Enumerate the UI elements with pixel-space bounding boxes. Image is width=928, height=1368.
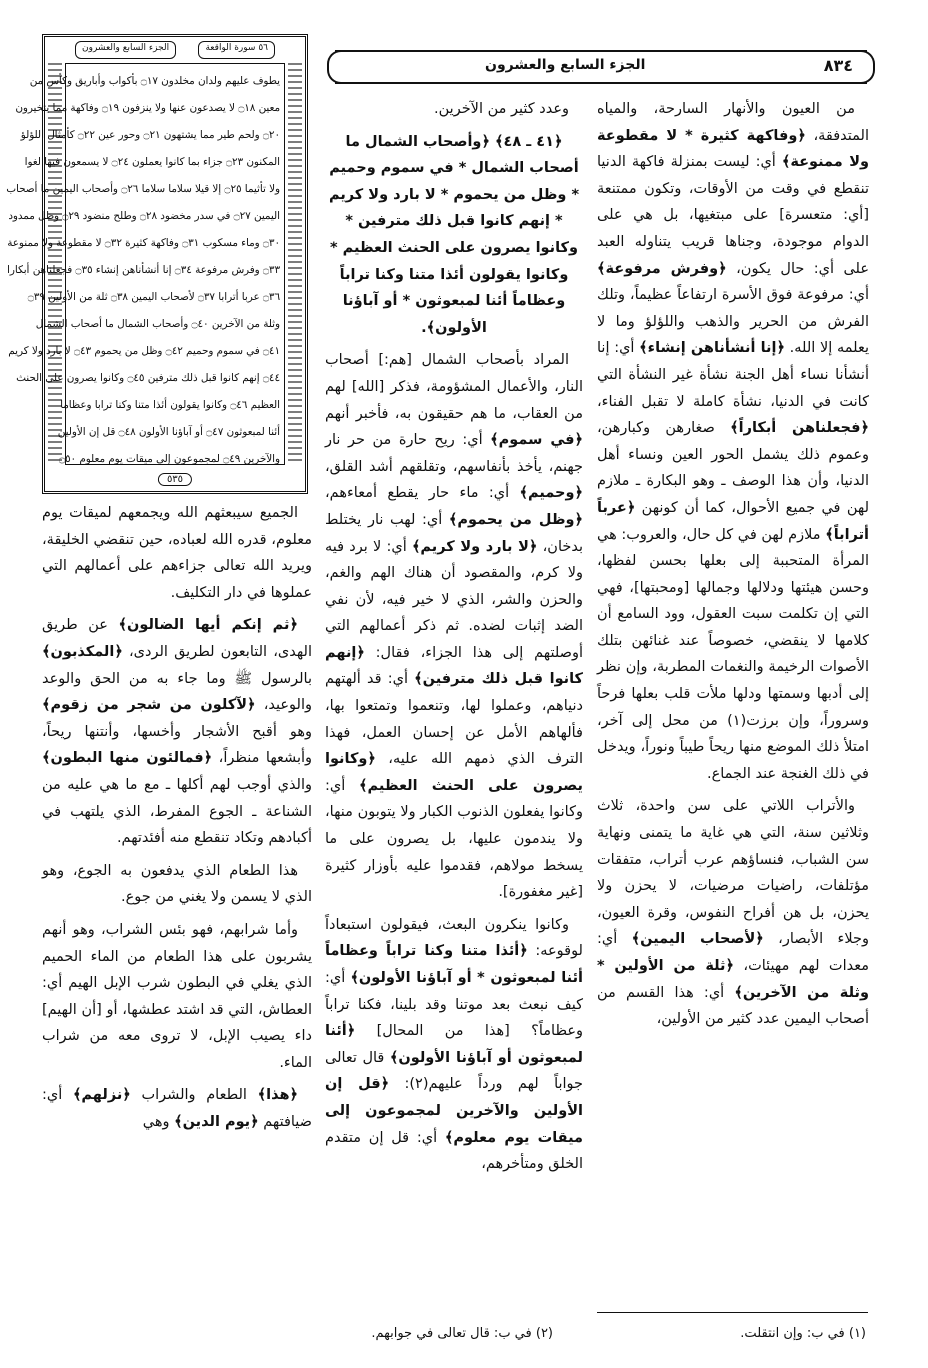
quran-quote: ﴿فجعلناهن أبكاراً﴾ — [730, 420, 869, 437]
paragraph — [42, 1082, 312, 1135]
paragraph — [325, 129, 583, 342]
commentary-text: قال تعالى جواباً لهم ورداً عليهم(٢): — [325, 1049, 584, 1093]
commentary-text: أي: ضيافتهم — [42, 1087, 312, 1131]
commentary-text: أي: قل إن متقدم الخلق ومتأخرهم، — [325, 1129, 583, 1173]
paragraph — [597, 793, 869, 1032]
commentary-text: الجميع سيبعثهم الله ويجمعهم لميقات يوم معلوم، قدره الله لعباده، حين تنقضي الخليقة، ويريد الله تعالى جزاءهم على أعمالهم التي عملوها في دار التكليف. — [42, 505, 312, 601]
quran-text-box — [6, 34, 308, 494]
quran-quote: ﴿نزلهم﴾ — [72, 1087, 131, 1104]
quran-quote: ﴿قل إن الأولين والآخرين لمجموعون إلى ميقات يوم معلوم﴾ — [325, 1076, 584, 1146]
quran-line: ۝٤١ في سموم وحميم ۝٤٢ وظل من يحموم ۝٤٣ لا بارد ولا كريم — [8, 345, 280, 357]
paragraph — [325, 96, 583, 123]
quran-quote: ﴿أئنا لمبعوثون أو آباؤنا الأولون﴾ — [325, 1023, 583, 1066]
quran-verses — [6, 63, 285, 465]
quran-quote: ﴿إنا أنشأناهن إنشاء﴾ — [639, 340, 785, 357]
paragraph — [42, 500, 312, 606]
commentary-text: أي: كيف نبعث بعد موتنا وقد بلينا، فكنا تراباً وعظاماً؟ [هذا من المحال] — [325, 970, 583, 1040]
commentary-text: أي: لا برد فيه ولا كرم، والمقصود أن هناك الهم والغم، والحزن والشر، الذي لا خير فيه، لأن نفي الضد إثبات لضده. ثم ذكر أعمالهم التي أوصلتهم إلى هذا الجزاء، فقال: — [325, 538, 583, 661]
commentary-text: أي: معدات لهم مهيئات، — [597, 931, 869, 974]
quran-quote: ﴿وكانوا يصرون على الحنث العظيم﴾ — [325, 751, 583, 794]
commentary-text: المراد بأصحاب الشمال [هم:] أصحاب النار، والأعمال المشؤومة، فذكر [الله] لهم من العقاب، ما هم حقيقون به، فأخبر أنهم — [325, 352, 583, 422]
mushaf-page-number: ٥٣٥ — [158, 473, 192, 486]
running-header — [335, 50, 867, 84]
commentary-text: أي: مرفوعة فوق الأسرة ارتفاعاً عظيماً، وتلك الفرش من الحرير والذهب واللؤلؤ وما لا يعلمه إلا الله. — [597, 287, 869, 357]
paragraph — [325, 912, 583, 1178]
quran-quote: ﴿فمالئون منها البطون﴾ — [42, 750, 213, 767]
commentary-text: والذي أوجب لهم أكلها ـ مع ما هي عليه من الشناعة ـ الجوع المفرط، الذي يلتهب في أكبادهم وتكاد تنقطع منه أفئدتهم. — [42, 776, 312, 847]
quran-quote: ﴿هذا﴾ — [257, 1087, 299, 1104]
quran-line: ۝٣٠ وماء مسكوب ۝٣١ وفاكهة كثيرة ۝٣٢ لا مقطوعة ولا ممنوعة — [7, 237, 280, 249]
quran-quote: ﴿في سموم﴾ — [490, 432, 583, 449]
quran-box-header — [75, 41, 275, 59]
commentary-text: هذا الطعام الذي يدفعون به الجوع، وهو الذي لا يسمن ولا يغني من جوع. — [42, 862, 312, 906]
commentary-text: أي: إنا أنشأنا نساء أهل الجنة نشأة غير النشأة التي كانت في الدنيا، نشأة كاملة لا تقبل الفناء، — [597, 340, 869, 410]
commentary-column-middle — [325, 96, 583, 1286]
quran-line: أئنا لمبعوثون ۝٤٧ أو آباؤنا الأولون ۝٤٨ قل إن الأولين — [57, 426, 280, 438]
quran-quote: ﴿وفرش مرفوعة﴾ — [597, 260, 727, 277]
quran-line: ۝٢٠ ولحم طير مما يشتهون ۝٢١ وحور عين ۝٢٢ كأمثال اللؤلؤ — [20, 129, 280, 141]
quran-line: ۝٤٤ إنهم كانوا قبل ذلك مترفين ۝٤٥ وكانوا يصرون على الحنث — [16, 372, 280, 384]
quran-quote: ﴿ثلة من الأولين * وثلة من الآخرين﴾ — [597, 958, 869, 1001]
commentary-text: وعدد كثير من الآخرين. — [434, 101, 569, 117]
surah-label: ٥٦ سورة الواقعة — [198, 41, 275, 59]
quran-quote: ﴿المكذبون﴾ — [42, 643, 123, 660]
commentary-text: أي: قد ألهتهم دنياهم، وعملوا لها، وتنعموا وتمتعوا بها، فألهاهم الأمل عن إحسان العمل، فهذا الترف الذي ذمهم الله عليه، — [325, 671, 583, 768]
commentary-text: أي: ريح حارة من حر نار جهنم، يأخذ بأنفاسهم، وتقلقهم أشد القلق، — [325, 432, 583, 475]
quran-quote: ﴿وفاكهة كثيرة * لا مقطوعة ولا ممنوعة﴾ — [597, 127, 870, 171]
commentary-text: وكانوا ينكرون البعث، فيقولون استبعاداً لوقوعه: — [325, 916, 583, 960]
footnote-2: (٢) في ب: قال تعالى في جوابهم. — [371, 1326, 553, 1341]
quran-line: يطوف عليهم ولدان مخلدون ۝١٧ بأكواب وأباريق وكأس من — [29, 75, 280, 87]
paragraph — [42, 858, 312, 911]
commentary-text: وأما شرابهم، فهو بئس الشراب، وهو أنهم يشربون على هذا الطعام من الماء الحميم الذي يغلي في البطون شرب الإبل الهيم أي: العطاش، التي قد اشتد عطشها، أو [أن الهيم] داء يصيب الإبل، لا تروى معه من شراب الماء. — [42, 921, 312, 1071]
commentary-text: أي: هذا القسم من أصحاب اليمين عدد كثير من الأولين، — [597, 984, 869, 1028]
commentary-column-left — [42, 500, 312, 1290]
quran-quote: ﴿ثم إنكم أيها الضالون﴾ — [118, 617, 298, 634]
border-ornament — [288, 63, 302, 465]
commentary-text: الطعام والشراب — [130, 1087, 258, 1104]
commentary-text: صغارهن وكبارهن، وعموم ذلك يشمل الحور العين ونساء أهل الدنيا، وأن هذا الوصف ـ وهو البكارة ـ ملازم لهن في جميع الأحوال، كما أن كونهن — [597, 420, 869, 516]
quran-quote: ﴿وحميم﴾ — [519, 485, 583, 502]
quran-quote: ﴿إنهم كانوا قبل ذلك مترفين﴾ — [325, 644, 583, 688]
footnote-1: (١) في ب: وإن انتقلت. — [740, 1326, 866, 1341]
quran-quote: ﴿يوم الدين﴾ — [174, 1114, 259, 1131]
commentary-text: وهو أقبح الأشجار وأخسها، وأنتنها ريحاً، وأبشعها منظراً، — [42, 723, 313, 767]
quran-quote: ﴿٤١ ـ ٤٨﴾ ﴿وأصحاب الشمال ما أصحاب الشمال * في سموم وحميم * وظل من يحموم * لا بارد ولا كريم * إنهم كانوا قبل ذلك مترفين * وكانوا يصرون على الحنث العظيم * وكانوا يقولون أئذا متنا وكنا تراباً وعظاماً أئنا لمبعوثون * أو آباؤنا الأولون﴾. — [328, 133, 580, 336]
quran-line: ولا تأثيما ۝٢٥ إلا قيلا سلاما سلاما ۝٢٦ وأصحاب اليمين ما أصحاب — [6, 183, 280, 195]
paragraph — [325, 347, 583, 905]
commentary-text: أي: ماء حار يقطع أمعاءهم، — [325, 485, 520, 502]
quran-line: اليمين ۝٢٧ في سدر مخضود ۝٢٨ وطلح منضود ۝٢٩ وظل ممدود — [8, 210, 280, 222]
quran-line: العظيم ۝٤٦ وكانوا يقولون أئذا متنا وكنا ترابا وعظاما — [60, 399, 280, 411]
quran-quote: ﴿لآكلون من شجر من زقوم﴾ — [42, 697, 256, 714]
commentary-text: وهي — [142, 1114, 175, 1131]
quran-quote: ﴿عرباً أتراباً﴾ — [597, 499, 869, 543]
footnote-divider — [597, 1312, 868, 1313]
commentary-text: أي: وكانوا يفعلون الذنوب الكبار ولا يتوبون منها، ولا يندمون عليها، بل يصرون على ما يسخط مولاهم، فقدموا عليه بأوزار كثيرة [غير مغفورة]. — [325, 777, 583, 901]
quran-quote: ﴿لا بارد ولا كريم﴾ — [411, 538, 538, 555]
quran-line: ۝٣٣ وفرش مرفوعة ۝٣٤ إنا أنشأناهن إنشاء ۝٣٥ فجعلناهن أبكارا — [7, 264, 280, 276]
quran-line: والآخرين ۝٤٩ لمجموعون إلى ميقات يوم معلوم ۝٥٠ — [58, 453, 280, 465]
quran-line: المكنون ۝٢٣ جزاء بما كانوا يعملون ۝٢٤ لا يسمعون فيها لغوا — [24, 156, 280, 168]
commentary-text: ملازم لهن في كل حال، والعروب: هي المرأة المتحببة إلى بعلها بحسن لفظها، وحسن هيئتها ودلالها وجمالها [ومحبتها]، فهي التي إن تكلمت سبت العقول، وود السامع أن كلامها لا ينقضي، خصوصاً عند غنائهن بتلك الأصوات الرخيمة والنغمات المطربة، وإن نظر إلى أدبها وسمتها ودلها ملأت قلب بعلها فرحاً وسروراً، وإن برزت(١) من محل إلى آخر، امتلأ ذلك الموضع منها ريحاً طيباً ونوراً، ويدخل في ذلك الغنجة عند الجماع. — [597, 526, 869, 782]
commentary-text: بالرسول ﷺ وما جاء به من الحق والوعد والوعيد، — [42, 670, 312, 714]
quran-quote: ﴿وظل من يحموم﴾ — [448, 511, 583, 528]
commentary-column-right — [597, 96, 869, 1286]
paragraph — [597, 96, 869, 787]
header-title: الجزء السابع والعشرون — [485, 57, 646, 73]
commentary-text: أي: ليست بمنزلة فاكهة الدنيا تنقطع في وقت من الأوقات، وتكون ممتنعة [أي: متعسرة] على مبتغيها، بل هي على الدوام موجودة، وجناها قريب يتناوله العبد على أي: حال يكون، — [597, 154, 869, 277]
quran-line: ۝٣٦ عربا أترابا ۝٣٧ لأصحاب اليمين ۝٣٨ ثلة من الأولين ۝٣٩ — [27, 291, 280, 303]
commentary-text: والأتراب اللاتي على سن واحدة، ثلاث وثلاثين سنة، التي هي غاية ما يتمنى ونهاية سن الشباب، فنساؤهم عرب أتراب، متفقات مؤتلفات، راضيات مرضيات، لا يحزن ولا يحزن، بل هن أفراح النفوس، وقرة العيون، وجلاء الأبصار، — [597, 798, 869, 948]
page-number: ٨٣٤ — [823, 56, 853, 75]
commentary-text: من العيون والأنهار السارحة، والمياه المتدفقة، — [597, 101, 869, 144]
paragraph — [42, 917, 312, 1077]
quran-line: وثلة من الآخرين ۝٤٠ وأصحاب الشمال ما أصحاب الشمال — [35, 318, 280, 330]
quran-quote: ﴿أئذا متنا وكنا تراباً وعظاماً أئنا لمبعوثون * أو آباؤنا الأولون﴾ — [325, 943, 584, 986]
quran-line: معين ۝١٨ لا يصدعون عنها ولا ينزفون ۝١٩ وفاكهة مما يتخيرون — [15, 102, 280, 114]
paragraph — [42, 612, 312, 851]
quran-quote: ﴿لأصحاب اليمين﴾ — [631, 931, 764, 948]
juz-label: الجزء السابع والعشرون — [75, 41, 176, 59]
commentary-text: أي: لهب نار يختلط بدخان، — [325, 511, 583, 555]
commentary-text: عن طريق الهدى، التابعون لطريق الردى، — [42, 617, 312, 660]
